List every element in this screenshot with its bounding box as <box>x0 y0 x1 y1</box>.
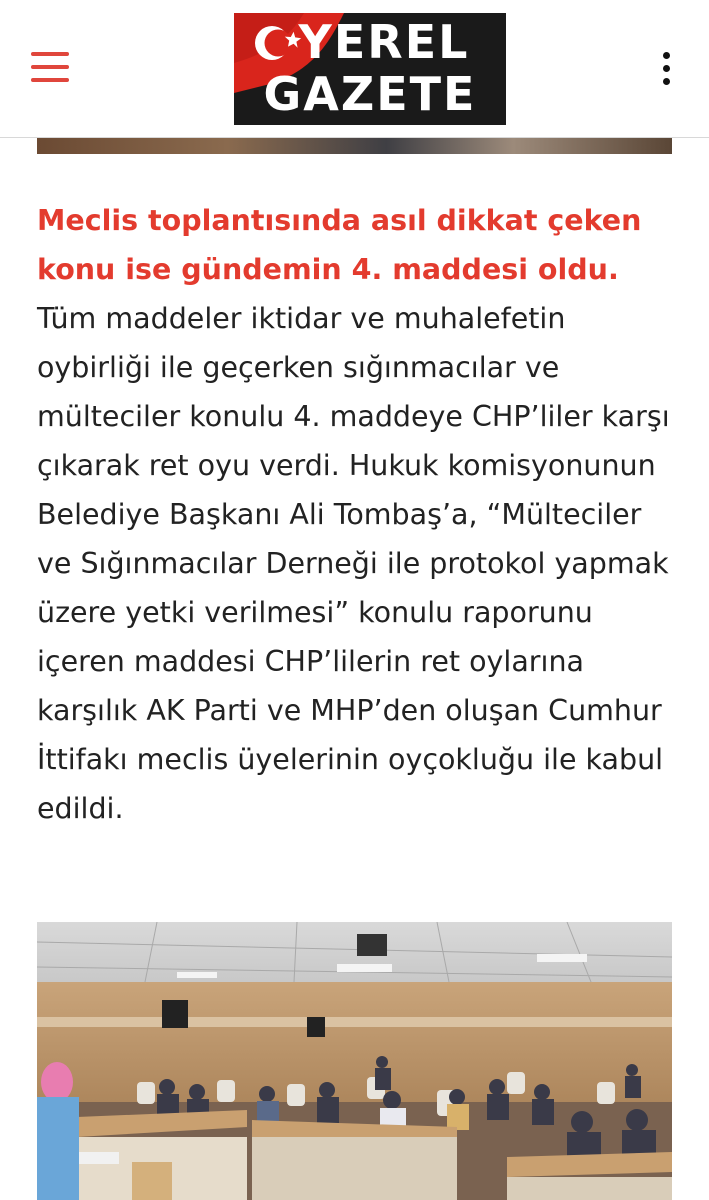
logo-text-line-1: YEREL <box>298 15 470 69</box>
top-navigation-bar <box>0 0 709 138</box>
article-body <box>37 196 677 833</box>
hamburger-menu-icon[interactable] <box>31 52 69 84</box>
meeting-room-image <box>37 922 672 1200</box>
council-meeting-photo <box>37 922 672 1200</box>
article-lead-highlight: Meclis toplantısında asıl dikkat çeken konu ise gündemin 4. maddesi oldu. <box>37 204 642 286</box>
vertical-ellipsis-icon[interactable] <box>660 50 674 86</box>
article-paragraph: Tüm maddeler iktidar ve muhalefetin oybirliği ile geçerken sığınmacılar ve mülteciler konulu 4. maddeye CHP’liler karşı çıkarak ret oyu verdi. Hukuk komisyonunun Belediye Başkanı Ali Tombaş’a, “Mülteciler ve Sığınmacılar Derneği ile protokol yapmak üzere yetki verilmesi” konulu raporunu içeren maddesi CHP’lilerin ret oylarına karşılık AK Parti ve MHP’den oluşan Cumhur İttifakı meclis üyelerinin oyçokluğu ile kabul edildi. <box>37 302 670 825</box>
logo-text-line-2: GAZETE <box>263 67 477 121</box>
site-logo[interactable] <box>234 13 506 125</box>
previous-image-bottom-edge <box>37 137 672 154</box>
